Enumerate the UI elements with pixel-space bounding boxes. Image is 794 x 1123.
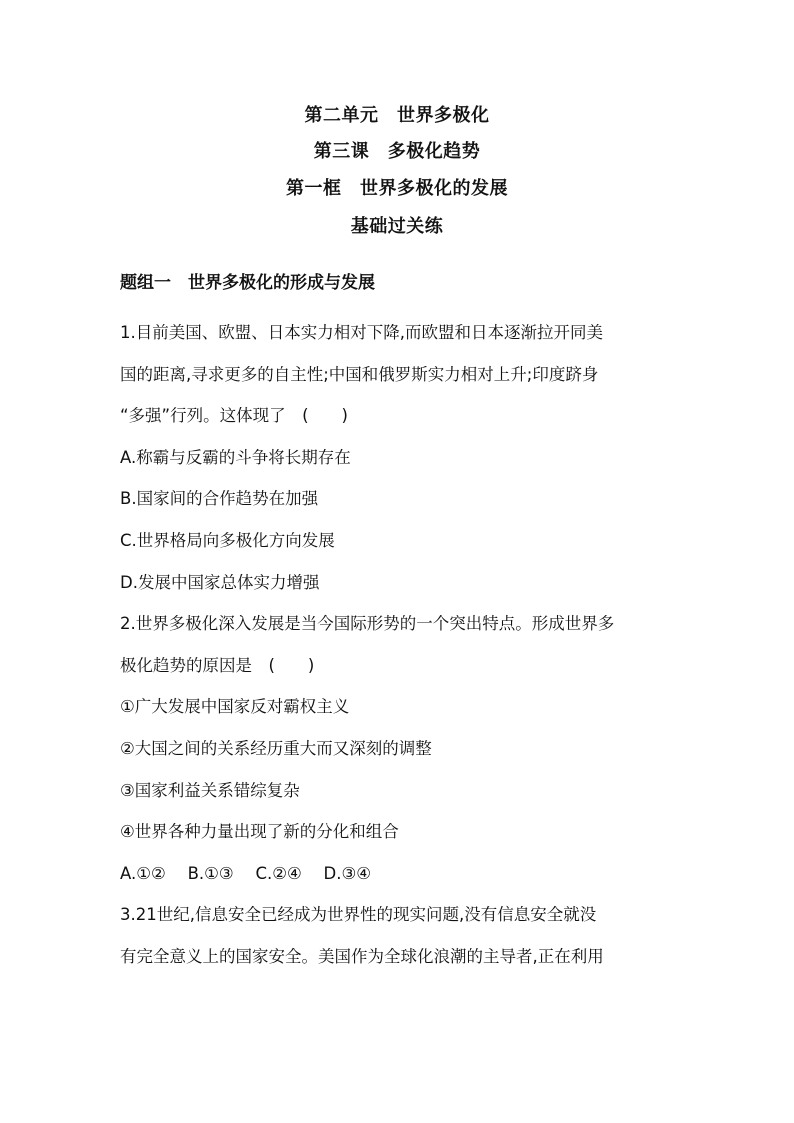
question-3-line-1: 3.21世纪,信息安全已经成为世界性的现实问题,没有信息安全就没 [120, 905, 597, 925]
question-3-line-2: 有完全意义上的国家安全。美国作为全球化浪潮的主导者,正在利用 [120, 946, 604, 966]
question-content [120, 270, 680, 978]
question-1-option-a: A.称霸与反霸的斗争将长期存在 [120, 447, 351, 467]
group-title: 题组一 世界多极化的形成与发展 [120, 273, 375, 293]
question-2-line-2: 极化趋势的原因是 ( ) [120, 655, 315, 675]
heading-block [0, 100, 794, 237]
question-1-line-1: 1.目前美国、欧盟、日本实力相对下降,而欧盟和日本逐渐拉开同美 [120, 323, 603, 342]
question-1-line-3: “多强”行列。这体现了 ( ) [120, 406, 348, 426]
question-1-line-2: 国的距离,寻求更多的自主性;中国和俄罗斯实力相对上升;印度跻身 [120, 364, 599, 384]
question-2-line-1: 2.世界多极化深入发展是当今国际形势的一个突出特点。形成世界多 [120, 614, 615, 634]
question-1-option-c: C.世界格局向多极化方向发展 [120, 530, 335, 550]
question-2-item-2: ②大国之间的关系经历重大而又深刻的调整 [120, 738, 432, 758]
question-2-item-3: ③国家利益关系错综复杂 [120, 780, 300, 800]
question-1-option-d: D.发展中国家总体实力增强 [120, 572, 320, 592]
practice-title: 基础过关练 [350, 216, 444, 237]
question-1-option-b: B.国家间的合作趋势在加强 [120, 489, 319, 509]
question-2-options: A.①② B.①③ C.②④ D.③④ [120, 863, 372, 883]
unit-title: 第二单元 世界多极化 [304, 105, 490, 126]
question-2-item-4: ④世界各种力量出现了新的分化和组合 [120, 822, 399, 842]
lesson-title: 第三课 多极化趋势 [313, 141, 481, 162]
question-2-item-1: ①广大发展中国家反对霸权主义 [120, 697, 350, 717]
section-title: 第一框 世界多极化的发展 [286, 178, 508, 199]
